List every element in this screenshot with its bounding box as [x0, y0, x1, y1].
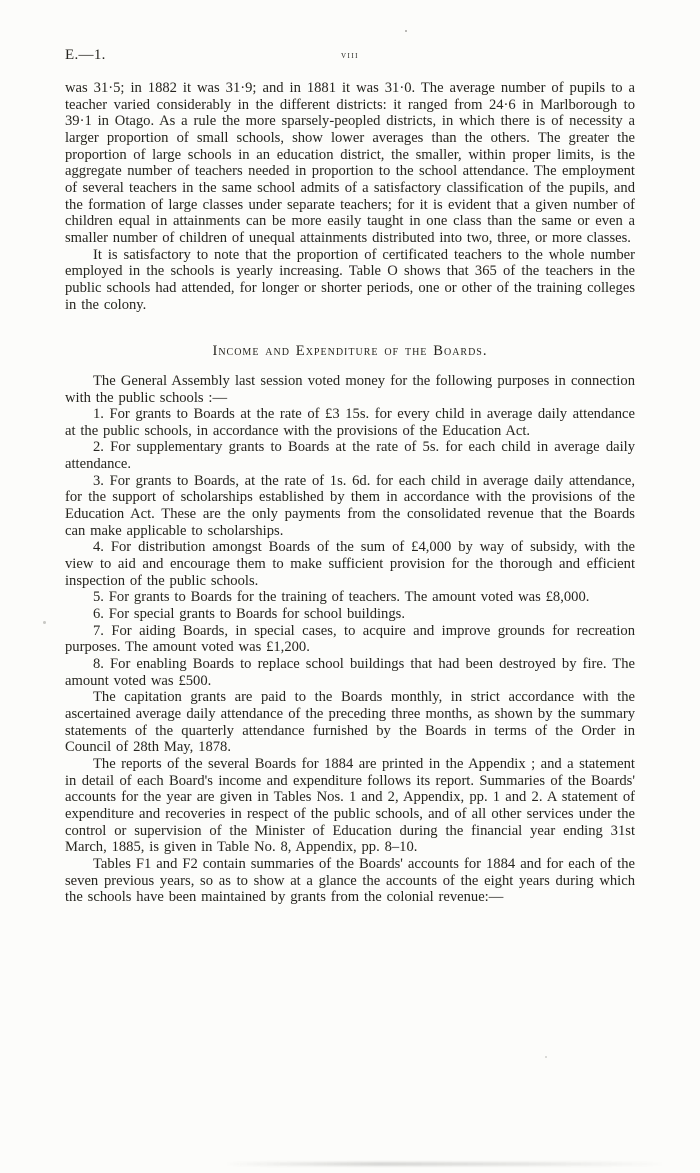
numbered-item-7: 7. For aiding Boards, in special cases, to acquire and improve grounds for recreation purposes. The amount voted was £1,200.	[65, 622, 635, 656]
paragraph-tables-f1-f2: Tables F1 and F2 contain summaries of the Boards' accounts for 1884 and for each of the seven previous years, so as to show at a glance the accounts of the eight years during which the schools have been maintained by grants from the colonial revenue:—	[65, 855, 635, 906]
scan-speck	[405, 30, 407, 32]
paragraph-general-assembly: The General Assembly last session voted money for the following purposes in connection with the public schools :—	[65, 372, 635, 406]
page-number: viii	[340, 50, 360, 61]
numbered-item-2: 2. For supplementary grants to Boards at the rate of 5s. for each child in average daily attendance.	[65, 439, 635, 473]
paragraph-certificated-teachers: It is satisfactory to note that the proportion of certificated teachers to the whole number employed in the schools is yearly increasing. Table O shows that 365 of the teachers in the public schools had attended, for longer or shorter periods, one or other of the training colleges in the colony.	[65, 246, 635, 313]
scan-speck	[43, 621, 46, 624]
running-head	[65, 47, 635, 65]
numbered-item-3: 3. For grants to Boards, at the rate of 1s. 6d. for each child in average daily attendance, for the support of scholarships established by them in accordance with the provisions of the Education Act. These are the only payments from the consolidated revenue that the Boards can make applicable to scholarships.	[65, 472, 635, 539]
section-heading: Income and Expenditure of the Boards.	[212, 343, 488, 360]
numbered-item-4: 4. For distribution amongst Boards of the sum of £4,000 by way of subsidy, with the view to aid and encourage them to make sufficient provision for the thorough and efficient inspection of the public schools.	[65, 539, 635, 589]
numbered-item-1: 1. For grants to Boards at the rate of £3 15s. for every child in average daily attendance at the public schools, in accordance with the provisions of the Education Act.	[65, 406, 635, 439]
numbered-item-6: 6. For special grants to Boards for school buildings.	[93, 606, 405, 623]
document-reference: E.—1.	[65, 47, 106, 63]
paragraph-continuation: was 31·5; in 1882 it was 31·9; and in 1881 it was 31·0. The average number of pupils to a teacher varied considerably in the different districts: it ranged from 24·6 in Marlborough to 39·1 in Otago. As a rule the more sparsely-peopled districts, in which there is of necessity a larger proportion of small schools, show lower averages than the others. The greater the proportion of large schools in an education district, the smaller, within proper limits, is the aggregate number of teachers needed in proportion to the school attendance. The employment of several teachers in the same school admits of a satisfactory classification of the pupils, and the formation of large classes under separate teachers; for it is evident that a given number of children equal in attainments can be more easily taught in one class than the same or even a smaller number of children of unequal attainments distributed into two, three, or more classes.	[65, 80, 635, 246]
paragraph-board-reports: The reports of the several Boards for 1884 are printed in the Appendix ; and a statement in detail of each Board's income and expenditure follows its report. Summaries of the Boards' accounts for the year are given in Tables Nos. 1 and 2, Appendix, pp. 1 and 2. A statement of expenditure and recoveries in respect of the public schools, and of all other services under the control or supervision of the Minister of Education during the financial year ending 31st March, 1885, is given in Table No. 8, Appendix, pp. 8–10.	[65, 755, 635, 856]
scan-speck	[545, 1056, 547, 1058]
numbered-item-5: 5. For grants to Boards for the training of teachers. The amount voted was £8,000.	[93, 589, 590, 606]
scan-smudge	[225, 1162, 665, 1166]
numbered-item-8: 8. For enabling Boards to replace school buildings that had been destroyed by fire. The amount voted was £500.	[65, 656, 635, 689]
paragraph-capitation-grants: The capitation grants are paid to the Boards monthly, in strict accordance with the ascertained average daily attendance of the preceding three months, as shown by the summary statements of the quarterly attendance furnished by the Boards in terms of the Order in Council of 28th May, 1878.	[65, 689, 635, 756]
body-text	[65, 80, 635, 906]
